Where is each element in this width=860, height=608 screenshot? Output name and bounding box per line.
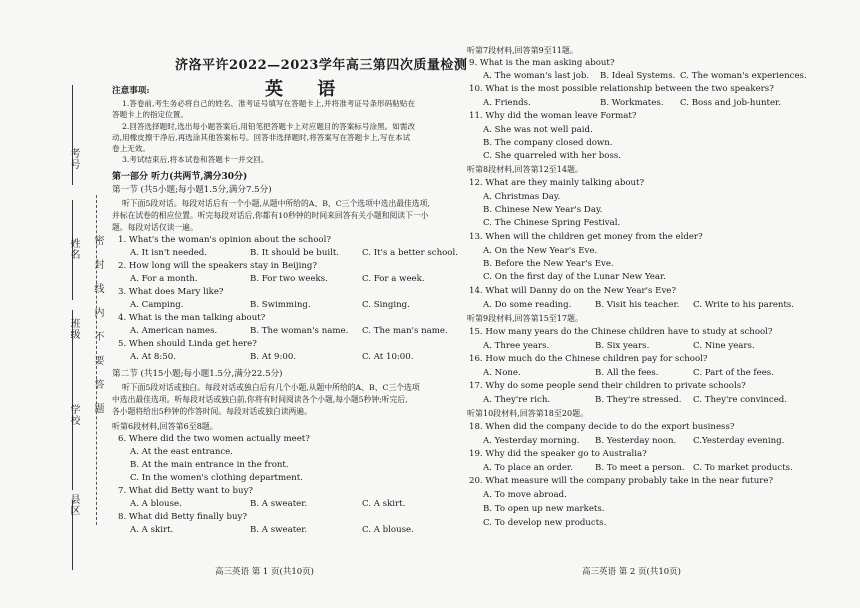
option-b: B. Yesterday noon. <box>595 436 677 446</box>
notice-line: 1.答卷前,考生务必将自己的姓名、准考证号填写在答题卡上,并将准考证号条形码粘贴在 <box>122 99 416 108</box>
notice-line: 答题卡上的指定位置。 <box>112 110 188 119</box>
notice-line: 3.考试结束后,将本试卷和答题卡一并交回。 <box>122 155 269 164</box>
option-a: A. It isn't needed. <box>130 248 208 258</box>
option-a: A. For a month. <box>130 274 198 284</box>
option-a: A. Three years. <box>483 341 550 351</box>
xingming-label: 姓名 <box>68 238 79 260</box>
notice-line: 2.回答选择题时,选出每小题答案后,用铅笔把答题卡上对应题目的答案标号涂黑。如需改 <box>122 122 416 131</box>
material-7-note: 听第7段材料,回答第9至11题。 <box>467 46 578 55</box>
option-c: C. Boss and job-hunter. <box>680 98 781 108</box>
option-c: C. On the first day of the Lunar New Year. <box>483 272 666 282</box>
material-9-note: 听第9段材料,回答第15至17题。 <box>467 314 583 323</box>
section1-instruction: 听下面5段对话。每段对话后有一个小题,从题中所给的A、B、C三个选项中选出最佳选项, <box>122 199 430 208</box>
option-b: B. Chinese New Year's Day. <box>483 205 603 215</box>
option-b: B. The woman's name. <box>250 326 349 336</box>
option-b: B. They're stressed. <box>595 395 682 405</box>
option-c: C. For a week. <box>362 274 425 284</box>
option-b: B. It should be built. <box>250 248 340 258</box>
material-10-note: 听第10段材料,回答第18至20题。 <box>467 409 589 418</box>
option-b: B. Visit his teacher. <box>595 300 680 310</box>
notice-line: 动,用橡皮擦干净后,再选涂其他答案标号。回答非选择题时,将答案写在答题卡上,写在本试 <box>112 133 411 142</box>
option-c: C. The woman's experiences. <box>680 71 807 81</box>
option-b: B. At the main entrance in the front. <box>130 460 289 470</box>
question-10: 10. What is the most possible relationship between the two speakers? <box>469 84 774 94</box>
part1-heading: 第一部分 听力(共两节,满分30分) <box>112 172 248 182</box>
question-18: 18. When did the company decide to do the export business? <box>469 422 735 432</box>
question-20: 20. What measure will the company probably take in the near future? <box>469 476 774 486</box>
option-a: A. Do some reading. <box>483 300 572 310</box>
page-2-footer: 高三英语 第 2 页(共10页) <box>582 567 681 577</box>
question-11: 11. Why did the woman leave Format? <box>469 111 637 121</box>
option-b: B. Workmates. <box>600 98 664 108</box>
option-c: C. Nine years. <box>693 341 755 351</box>
kaohao-line <box>72 85 73 185</box>
question-16: 16. How much do the Chinese children pay for school? <box>469 354 708 364</box>
kaohao-label: 考号 <box>68 148 79 170</box>
question-15: 15. How many years do the Chinese children have to study at school? <box>469 327 773 337</box>
option-a: A. Camping. <box>130 300 184 310</box>
option-a: A. At the east entrance. <box>130 447 233 457</box>
option-a: A. To place an order. <box>483 463 573 473</box>
question-4: 4. What is the man talking about? <box>118 313 266 323</box>
question-13: 13. When will the children get money from the elder? <box>469 232 703 242</box>
section2-heading: 第二节 (共15小题;每小题1.5分,满分22.5分) <box>112 369 283 379</box>
option-b: B. To open up new markets. <box>483 504 605 514</box>
option-b: B. Ideal Systems. <box>600 71 676 81</box>
option-a: A. A blouse. <box>130 499 182 509</box>
option-b: B. At 9:00. <box>250 352 297 362</box>
option-c: C. Part of the fees. <box>693 368 774 378</box>
option-a: A. On the New Year's Eve. <box>483 246 598 256</box>
option-b: B. A sweater. <box>250 499 308 509</box>
option-c: C. Write to his parents. <box>693 300 795 310</box>
option-b: B. For two weeks. <box>250 274 328 284</box>
question-9: 9. What is the man asking about? <box>469 58 615 68</box>
material-6-note: 听第6段材料,回答第6至8题。 <box>112 422 218 431</box>
option-b: B. To meet a person. <box>595 463 685 473</box>
option-b: B. Before the New Year's Eve. <box>483 259 614 269</box>
option-b: B. All the fees. <box>595 368 659 378</box>
section2-instruction: 听下面5段对话或独白。每段对话或独白后有几个小题,从题中所给的A、B、C三个选项 <box>122 383 420 392</box>
question-7: 7. What did Betty want to buy? <box>118 486 254 496</box>
question-5: 5. When should Linda get here? <box>118 339 257 349</box>
section1-heading: 第一节 (共5小题;每小题1.5分,满分7.5分) <box>112 185 272 195</box>
option-a: A. At 8:50. <box>130 352 176 362</box>
option-b: B. Swimming. <box>250 300 311 310</box>
section2-instruction: 中选出最佳选项。听每段对话或独白前,你将有时间阅读各个小题,每小题5秒钟;听完后, <box>112 395 408 404</box>
option-c: C. The man's name. <box>362 326 448 336</box>
option-b: B. A sweater. <box>250 525 308 535</box>
option-c: C.Yesterday evening. <box>693 436 785 446</box>
option-a: A. Friends. <box>483 98 531 108</box>
option-a: A. None. <box>483 368 521 378</box>
option-c: C. They're convinced. <box>693 395 788 405</box>
option-c: C. It's a better school. <box>362 248 458 258</box>
question-6: 6. Where did the two women actually meet? <box>118 434 310 444</box>
option-c: C. A skirt. <box>362 499 406 509</box>
option-c: C. At 10:00. <box>362 352 414 362</box>
option-c: C. She quarreled with her boss. <box>483 151 622 161</box>
option-a: A. Yesterday morning. <box>483 436 580 446</box>
option-a: A. A skirt. <box>130 525 174 535</box>
notice-heading: 注意事项: <box>112 86 150 96</box>
section1-instruction: 题。每段对话仅读一遍。 <box>112 223 198 232</box>
option-c: C. To market products. <box>693 463 793 473</box>
seal-notice: 密封线内不要答题 <box>92 235 103 427</box>
option-a: A. American names. <box>130 326 218 336</box>
section2-instruction: 各小题将给出5秒钟的作答时间。每段对话或独白读两遍。 <box>112 407 312 416</box>
option-c: C. The Chinese Spring Festival. <box>483 218 621 228</box>
option-c: C. In the women's clothing department. <box>130 473 303 483</box>
option-a: A. To move abroad. <box>483 490 567 500</box>
page-1-footer: 高三英语 第 1 页(共10页) <box>215 567 314 577</box>
option-b: B. The company closed down. <box>483 138 613 148</box>
option-b: B. Six years. <box>595 341 650 351</box>
exam-title: 济洛平许2022—2023学年高三第四次质量检测 <box>175 58 468 73</box>
option-a: A. The woman's last job. <box>483 71 590 81</box>
material-8-note: 听第8段材料,回答第12至14题。 <box>467 165 583 174</box>
question-12: 12. What are they mainly talking about? <box>469 178 645 188</box>
question-8: 8. What did Betty finally buy? <box>118 512 247 522</box>
subject-title: 英 语 <box>265 79 350 100</box>
banji-label: 班级 <box>68 318 79 340</box>
question-3: 3. What does Mary like? <box>118 287 224 297</box>
notice-line: 卷上无效。 <box>112 144 150 153</box>
question-1: 1. What's the woman's opinion about the school? <box>118 235 331 245</box>
section1-instruction: 并标在试卷的相应位置。听完每段对话后,你都有10秒钟的时间来回答有关小题和阅读下一小 <box>112 211 429 220</box>
xianqu-label: 县区 <box>68 494 79 516</box>
option-a: A. She was not well paid. <box>483 125 593 135</box>
option-c: C. Singing. <box>362 300 410 310</box>
option-c: C. To develop new products. <box>483 518 607 528</box>
option-a: A. They're rich. <box>483 395 551 405</box>
option-c: C. A blouse. <box>362 525 414 535</box>
xuexiao-label: 学校 <box>68 404 79 426</box>
question-19: 19. Why did the speaker go to Australia? <box>469 449 647 459</box>
question-17: 17. Why do some people send their children to private schools? <box>469 381 746 391</box>
question-14: 14. What will Danny do on the New Year's Eve? <box>469 286 676 296</box>
option-a: A. Christmas Day. <box>483 192 561 202</box>
question-2: 2. How long will the speakers stay in Beijing? <box>118 261 317 271</box>
